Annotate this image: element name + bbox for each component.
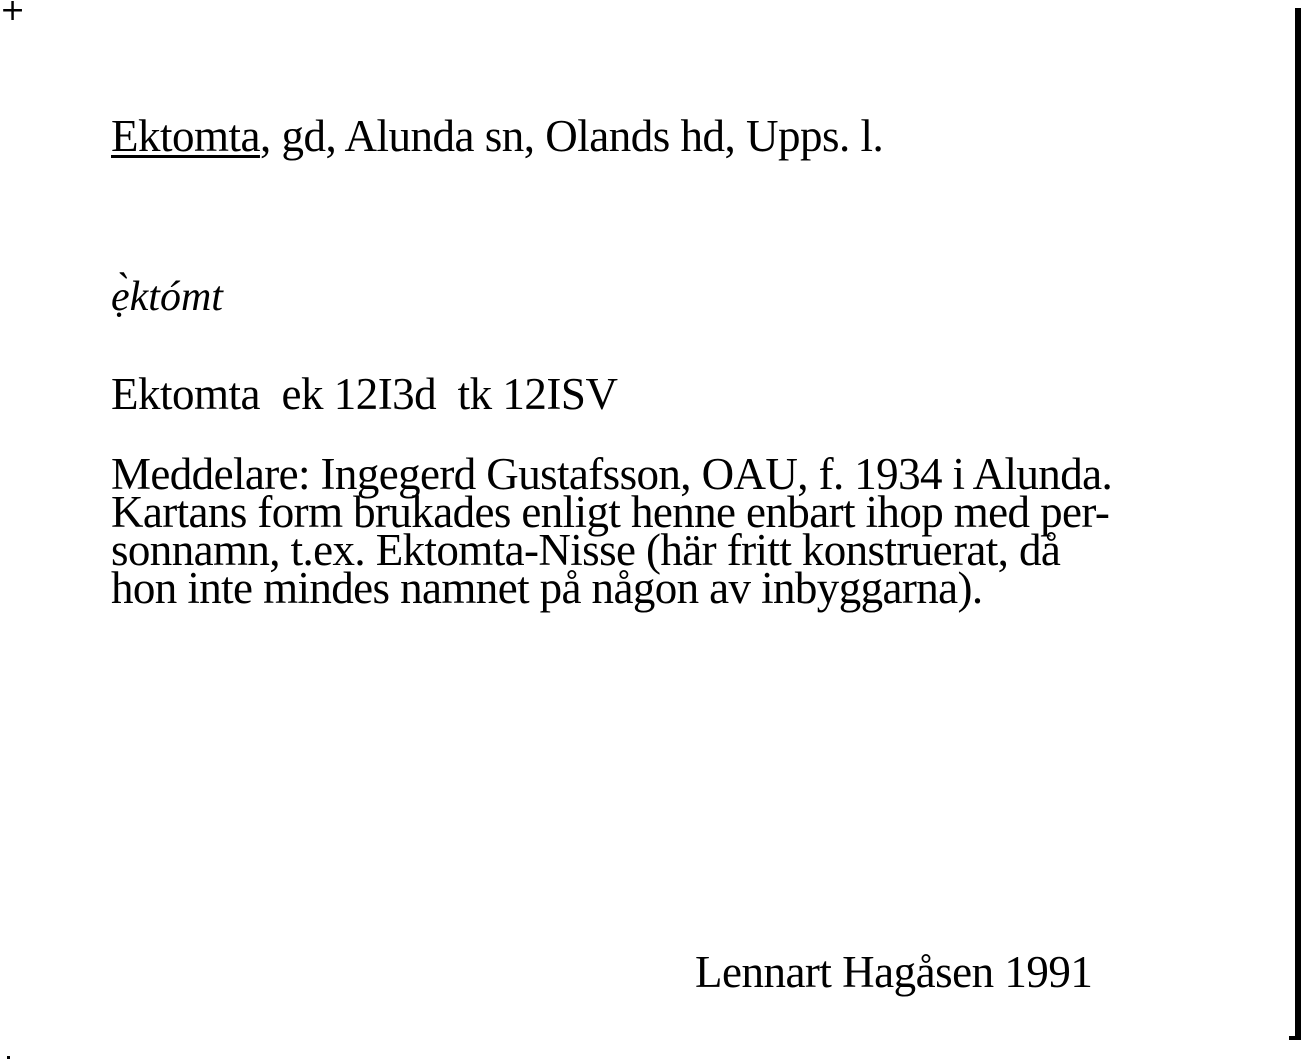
- card-heading: [111, 108, 883, 164]
- place-name: Ektomta: [111, 111, 260, 161]
- right-border-notch: [1289, 1036, 1301, 1040]
- note-line: Kartans form brukades enligt henne enbart ihop med per-: [111, 487, 1110, 537]
- informant-note: [111, 449, 1281, 613]
- note-line: Meddelare: Ingegerd Gustafsson, OAU, f. 1934 i Alunda.: [111, 449, 1113, 499]
- right-border-rule: [1295, 8, 1301, 1040]
- corner-dot-mark: [7, 1056, 10, 1059]
- collector-signature: Lennart Hagåsen 1991: [695, 947, 1093, 997]
- corner-crosshair-mark: +: [0, 0, 26, 28]
- map-reference: Ektomta ek 12I3d tk 12ISV: [111, 369, 618, 419]
- note-line: hon inte mindes namnet på någon av inbyggarna).: [111, 563, 983, 613]
- pronunciation-transcription: ẹ̀któmt: [111, 274, 223, 320]
- note-line: sonnamn, t.ex. Ektomta-Nisse (här fritt konstruerat, då: [111, 525, 1061, 575]
- place-location: , gd, Alunda sn, Olands hd, Upps. l.: [259, 111, 884, 161]
